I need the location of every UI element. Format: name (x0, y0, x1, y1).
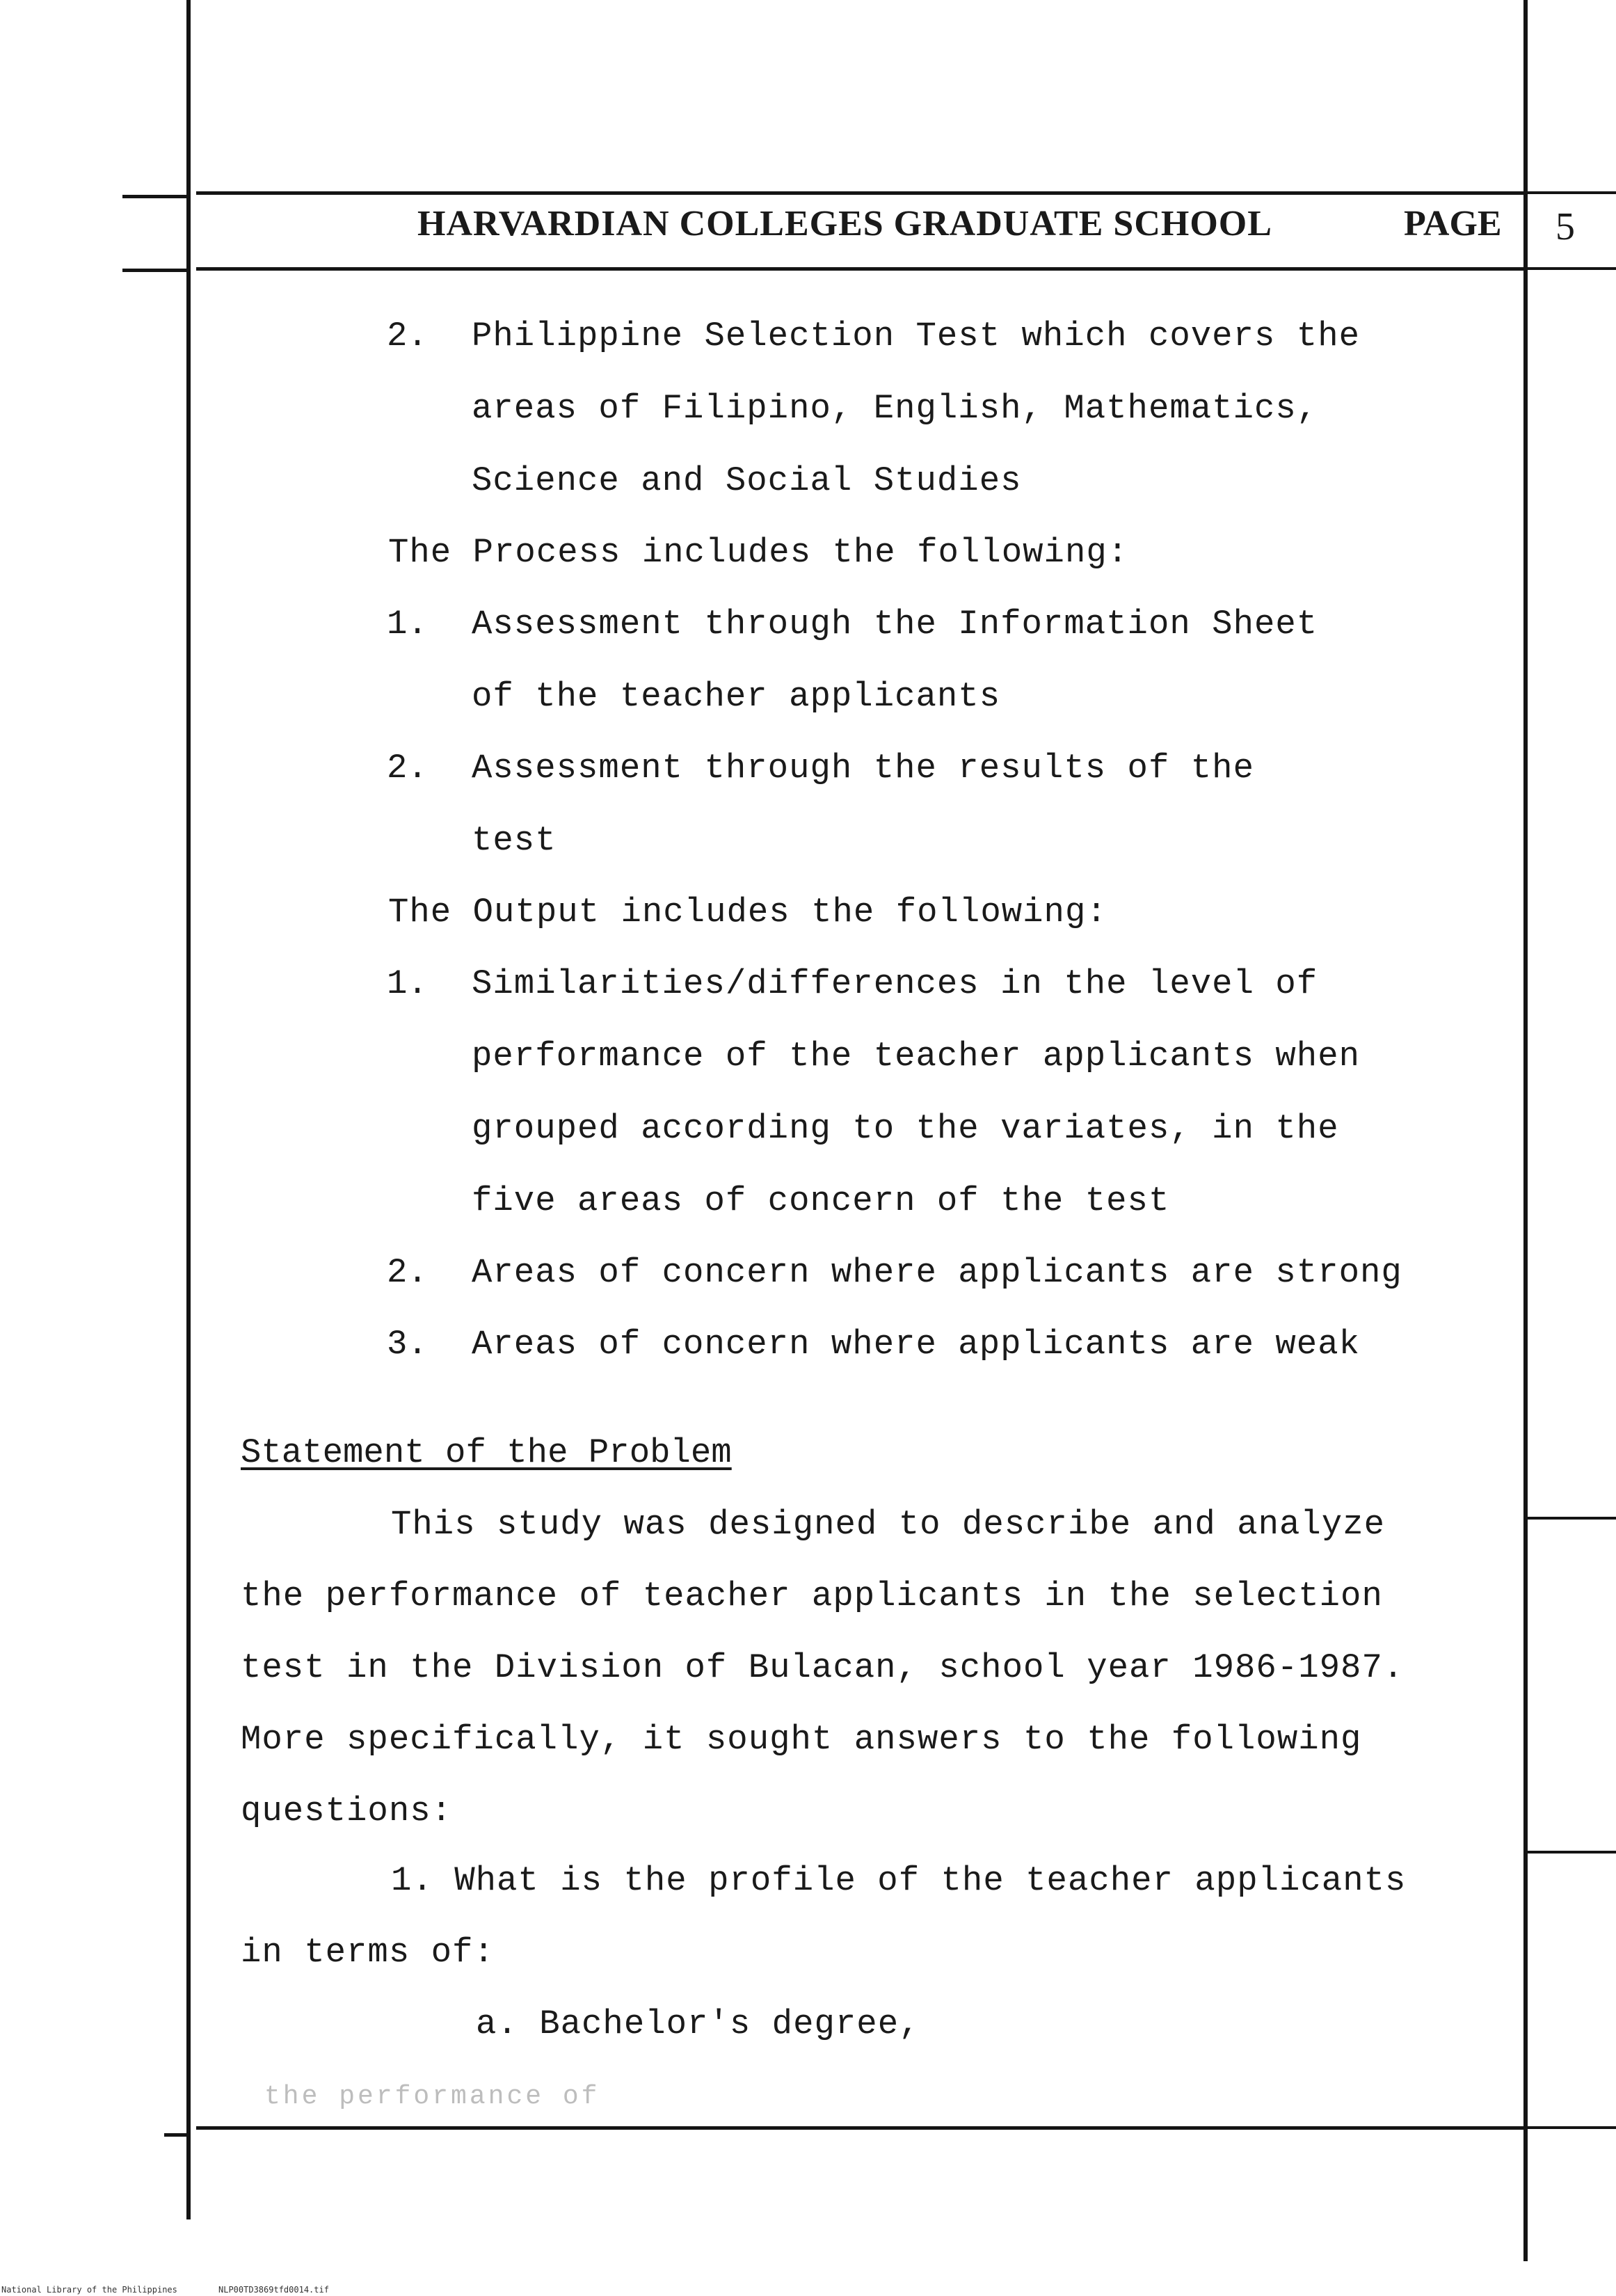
paragraph-line: test in the Division of Bulacan, school year 1986-1987. (241, 1648, 1405, 1687)
right-edge-mark-2 (1528, 1851, 1616, 1853)
list-number: 3. (387, 1325, 428, 1364)
right-margin-rule (1523, 0, 1528, 2261)
paragraph-line: questions: (241, 1792, 453, 1831)
question-line: 1. What is the profile of the teacher applicants (391, 1861, 1407, 1900)
section-heading: Statement of the Problem (241, 1433, 732, 1472)
header-top-rule-right-tick (1528, 191, 1616, 194)
page-number: 5 (1555, 205, 1575, 248)
text-line: areas of Filipino, English, Mathematics, (472, 389, 1318, 428)
process-intro: The Process includes the following: (388, 533, 1129, 572)
paragraph-line: More specifically, it sought answers to the following (241, 1720, 1362, 1759)
text-line: Areas of concern where applicants are strong (472, 1253, 1402, 1292)
header-top-rule-left-tick (122, 195, 186, 198)
text-line: of the teacher applicants (472, 677, 1001, 716)
list-number: 2. (387, 317, 428, 356)
list-number: 2. (387, 1253, 428, 1292)
left-margin-rule (186, 0, 191, 2219)
text-line: five areas of concern of the test (472, 1181, 1170, 1220)
footer-rule (196, 2126, 1523, 2130)
output-intro: The Output includes the following: (388, 893, 1107, 932)
text-line: Areas of concern where applicants are weak (472, 1325, 1361, 1364)
right-edge-mark-1 (1528, 1517, 1616, 1520)
header-bottom-rule (196, 267, 1523, 271)
page-label: PAGE (1404, 204, 1502, 244)
text-line: Assessment through the Information Sheet (472, 605, 1318, 644)
text-line: test (472, 821, 557, 860)
footer-rule-left-tick (164, 2133, 186, 2137)
text-line: Assessment through the results of the (472, 749, 1254, 788)
bleed-through-text: the performance of (264, 2082, 600, 2112)
list-number: 1. (387, 605, 428, 644)
list-number: 2. (387, 749, 428, 788)
text-line: Similarities/differences in the level of (472, 964, 1318, 1003)
question-line: in terms of: (241, 1933, 495, 1972)
sub-item-line: a. Bachelor's degree, (476, 2004, 920, 2043)
text-line: Philippine Selection Test which covers the (472, 317, 1361, 356)
school-name-header: HARVARDIAN COLLEGES GRADUATE SCHOOL (417, 204, 1272, 244)
text-line: performance of the teacher applicants when (472, 1037, 1361, 1076)
text-line: Science and Social Studies (472, 461, 1022, 500)
footer-file: NLP00TD3869tfd0014.tif (218, 2285, 329, 2295)
paragraph-line: This study was designed to describe and analyze (391, 1505, 1386, 1544)
header-bottom-rule-left-tick (122, 269, 186, 272)
header-bottom-rule-right-tick (1528, 267, 1616, 270)
header-top-rule (196, 191, 1523, 195)
paragraph-line: the performance of teacher applicants in the selection (241, 1577, 1383, 1616)
footer-library: National Library of the Philippines (1, 2285, 177, 2295)
list-number: 1. (387, 964, 428, 1003)
footer-rule-right-tick (1528, 2126, 1616, 2129)
text-line: grouped according to the variates, in the (472, 1109, 1339, 1148)
